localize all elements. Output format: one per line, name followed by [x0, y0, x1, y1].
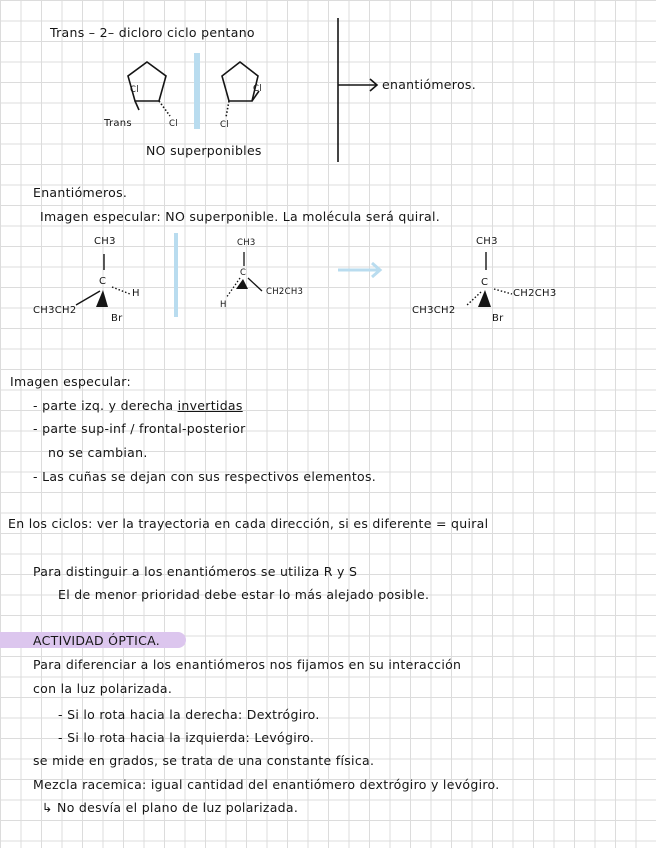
label-cl-3: Cl	[253, 84, 262, 94]
mirror-image-sentence: Imagen especular: NO superponible. La molécula será quiral.	[40, 209, 441, 224]
wedge-bond-2	[236, 279, 248, 289]
title-trans-dicloro: Trans – 2– dicloro ciclo pentano	[50, 25, 255, 40]
mol2-ch2ch3: CH2CH3	[266, 287, 304, 297]
optical-line-4: - Si lo rota hacia la izquierda: Levógiro.	[58, 730, 315, 745]
mol3-ch3ch2: CH3CH2	[412, 305, 456, 316]
blue-arrow-icon	[338, 263, 380, 277]
mirror-rule-1-text: - parte izq. y derecha	[33, 398, 174, 413]
section-heading-enantiomers: Enantiómeros.	[33, 185, 128, 200]
mirror-rule-1	[33, 398, 243, 413]
mol2-c: C	[240, 268, 247, 278]
optical-line-5: se mide en grados, se trata de una constante física.	[33, 753, 375, 768]
mol1-br: Br	[111, 313, 123, 324]
mol1-h: H	[132, 288, 140, 299]
mol1-ch3: CH3	[94, 236, 116, 247]
mirror-rule-4: - Las cuñas se dejan con sus respectivos elementos.	[33, 469, 377, 484]
mol3-br: Br	[492, 313, 504, 324]
label-trans: Trans	[104, 118, 132, 129]
arrow-right-icon	[338, 79, 377, 91]
cycles-text: En los ciclos: ver la trayectoria en cada dirección, si es diferente = quiral	[8, 516, 489, 531]
mirror-bar-middle	[174, 233, 178, 317]
mirror-rule-2: - parte sup-inf / frontal-posterior	[33, 421, 246, 436]
mirror-bar-top	[194, 53, 200, 129]
mirror-rule-3: no se cambian.	[48, 445, 148, 460]
distinguish-line-1: Para distinguir a los enantiómeros se utiliza R y S	[33, 564, 358, 579]
optical-line-3: - Si lo rota hacia la derecha: Dextrógiro.	[58, 707, 320, 722]
mol1-ch3ch2: CH3CH2	[33, 305, 77, 316]
mirror-rule-1-underlined: invertidas	[177, 398, 243, 413]
distinguish-line-2: El de menor prioridad debe estar lo más alejado posible.	[58, 587, 430, 602]
mol3-ch2ch3: CH2CH3	[513, 288, 557, 299]
optical-line-1: Para diferenciar a los enantiómeros nos fijamos en su interacción	[33, 657, 462, 672]
label-cl-1: Cl	[130, 85, 139, 95]
enantiomers-result: enantiómeros.	[382, 77, 476, 92]
optical-line-2: con la luz polarizada.	[33, 681, 173, 696]
label-cl-4: Cl	[220, 120, 229, 130]
mol2-h: H	[220, 300, 227, 310]
mol1-c: C	[99, 276, 107, 287]
mol3-ch3: CH3	[476, 236, 498, 247]
molecule-3-bonds	[466, 252, 512, 306]
mol2-ch3: CH3	[237, 238, 256, 248]
optical-line-6: Mezcla racemica: igual cantidad del enantiómero dextrógiro y levógiro.	[33, 777, 500, 792]
optical-line-7: ↳ No desvía el plano de luz polarizada.	[42, 800, 299, 815]
mol3-c: C	[481, 277, 489, 288]
not-superimposable-label: NO superponibles	[146, 143, 262, 158]
mirror-rules-heading: Imagen especular:	[10, 374, 132, 389]
label-cl-2: Cl	[169, 119, 178, 129]
optical-activity-heading: ACTIVIDAD ÓPTICA.	[33, 633, 161, 648]
